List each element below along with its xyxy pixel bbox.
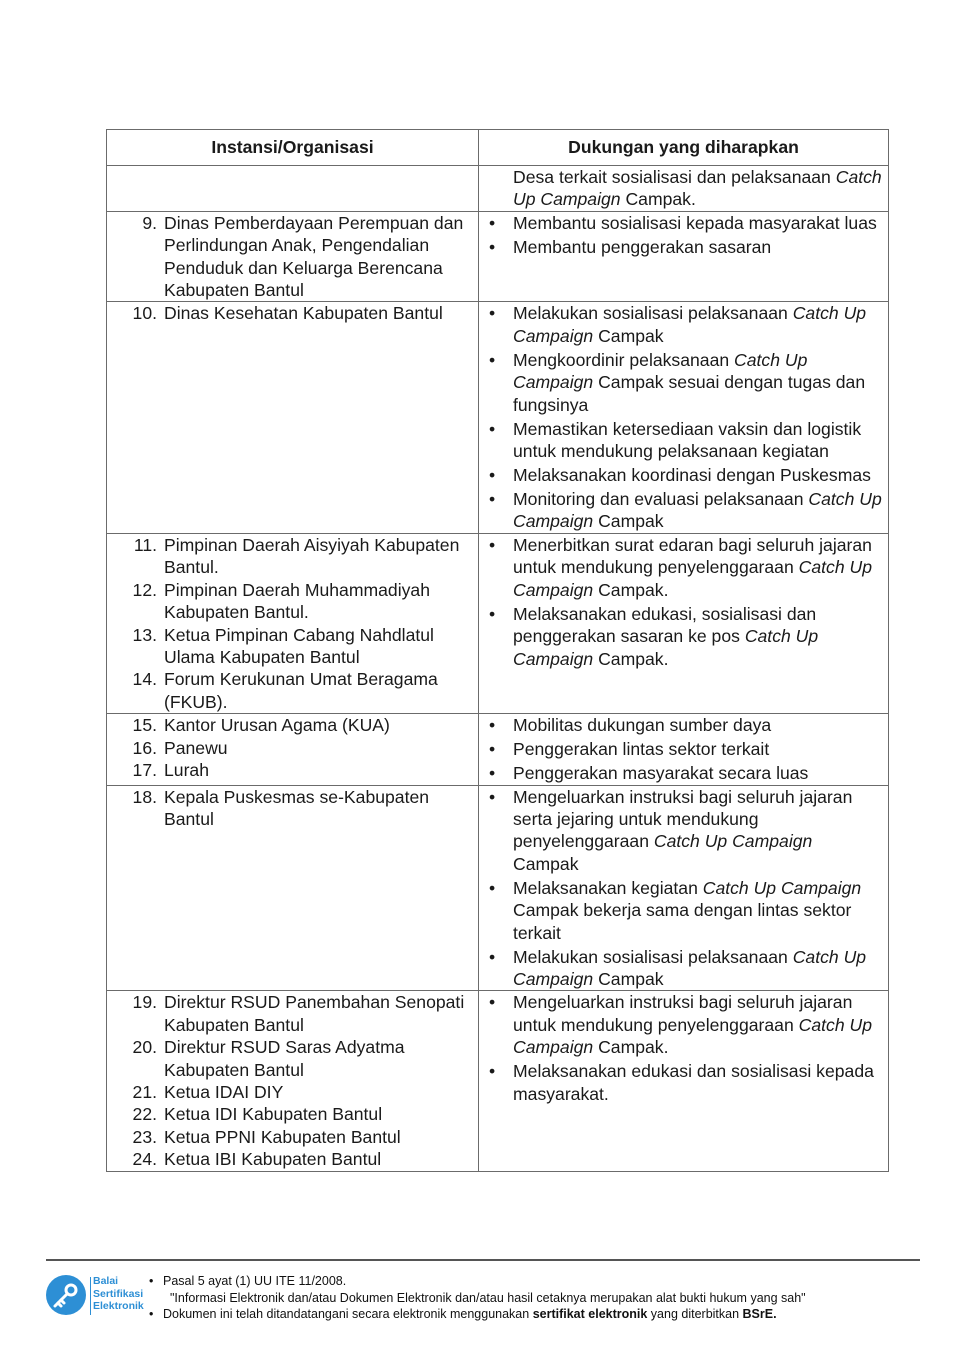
support-cell (479, 714, 889, 785)
support-item: • Mengkoordinir pelaksanaan Catch Up Campaign Campak sesuai dengan tugas dan fungsinya (489, 349, 866, 415)
support-list (479, 212, 882, 258)
table-header-row (107, 130, 889, 166)
bullet-icon: • (489, 715, 496, 736)
support-item: • Membantu sosialisasi kepada masyarakat luas (489, 212, 877, 233)
org-cell (107, 785, 479, 991)
table-row (107, 302, 889, 533)
org-name: Lurah (164, 759, 209, 780)
org-item (107, 668, 472, 713)
bullet-icon: • (489, 349, 496, 370)
support-item: • Penggerakan masyarakat secara luas (489, 763, 809, 784)
org-item (107, 737, 472, 759)
org-item (107, 302, 472, 324)
table-row-continuation (107, 166, 889, 212)
footer-notes (149, 1273, 806, 1323)
continuation-text: Desa terkait sosialisasi dan pelaksanaan Catch Up Campaign Campak. (513, 167, 882, 210)
org-item (107, 579, 472, 624)
org-list (107, 534, 472, 713)
org-item (107, 1103, 472, 1125)
org-item (107, 1126, 472, 1148)
support-item: • Melakukan sosialisasi pelaksanaan Catch Up Campaign Campak (489, 946, 867, 989)
support-item: • Mobilitas dukungan sumber daya (489, 715, 772, 736)
support-item: • Melaksanakan edukasi dan sosialisasi kepada masyarakat. (489, 1061, 874, 1104)
support-list (479, 991, 882, 1105)
org-name: Direktur RSUD Panembahan Senopati Kabupaten Bantul (164, 992, 465, 1035)
support-list (479, 534, 882, 670)
org-number: 20. (132, 1037, 157, 1058)
header-institution: Instansi/Organisasi (107, 130, 479, 166)
support-item: • Mengeluarkan instruksi bagi seluruh jajaran serta jejaring untuk mendukung penyelenggaraan Catch Up Campaign Campak (489, 786, 853, 874)
bullet-icon: • (489, 739, 496, 760)
org-number: 12. (132, 579, 157, 600)
org-number: 15. (132, 715, 157, 736)
org-number: 17. (132, 759, 157, 780)
org-item (107, 991, 472, 1036)
org-number: 11. (133, 534, 157, 555)
support-item: • Penggerakan lintas sektor terkait (489, 739, 770, 760)
org-number: 19. (132, 992, 157, 1013)
support-item: • Melaksanakan koordinasi dengan Puskesmas (489, 465, 871, 486)
support-table (106, 129, 889, 1172)
support-cell (479, 166, 889, 212)
org-item (107, 624, 472, 669)
org-cell (107, 302, 479, 533)
org-item (107, 714, 472, 736)
bullet-icon: • (489, 489, 496, 510)
org-number: 23. (132, 1126, 157, 1147)
table-row (107, 991, 889, 1171)
org-number: 14. (132, 669, 157, 690)
bullet-icon: • (489, 534, 496, 555)
support-item: • Melaksanakan edukasi, sosialisasi dan penggerakan sasaran ke pos Catch Up Campaign Campak. (489, 603, 819, 669)
bullet-icon: • (489, 465, 496, 486)
org-number: 22. (132, 1104, 157, 1125)
footer-note-law: • Pasal 5 ayat (1) UU ITE 11/2008. (149, 1274, 347, 1288)
support-item: • Menerbitkan surat edaran bagi seluruh jajaran untuk mendukung penyelenggaraan Catch Up Campaign Campak. (489, 534, 872, 600)
footer-divider (46, 1259, 920, 1261)
support-cell (479, 991, 889, 1171)
bsre-logo (46, 1275, 150, 1321)
org-item (107, 759, 472, 781)
support-cell (479, 211, 889, 302)
support-item: • Memastikan ketersediaan vaksin dan logistik untuk mendukung pelaksanaan kegiatan (489, 418, 862, 462)
org-name: Panewu (164, 737, 228, 758)
support-list (479, 786, 882, 991)
support-item: • Melaksanakan kegiatan Catch Up Campaign Campak bekerja sama dengan lintas sektor terkait (489, 877, 862, 943)
org-list (107, 991, 472, 1170)
logo-text: Balai Sertifikasi Elektronik (93, 1275, 144, 1312)
org-name: Ketua IBI Kabupaten Bantul (164, 1149, 382, 1170)
footer-note-signature: • Dokumen ini telah ditandatangani secara elektronik menggunakan sertifikat elektronik yang diterbitkan BSrE. (149, 1307, 777, 1321)
bullet-icon: • (489, 786, 496, 807)
bullet-icon: • (489, 946, 496, 967)
support-item: • Mengeluarkan instruksi bagi seluruh jajaran untuk mendukung penyelenggaraan Catch Up Campaign Campak. (489, 992, 872, 1058)
org-item (107, 1036, 472, 1081)
org-list (107, 212, 472, 302)
bullet-icon: • (489, 418, 496, 439)
org-name: Ketua IDI Kabupaten Bantul (164, 1104, 383, 1125)
org-number: 18. (132, 786, 157, 807)
bullet-icon: • (489, 303, 496, 324)
org-item (107, 786, 472, 831)
org-number: 10. (132, 303, 157, 324)
org-name: Dinas Pemberdayaan Perempuan dan Perlindungan Anak, Pengendalian Penduduk dan Keluarga Berencana Kabupaten Bantul (164, 212, 464, 301)
bullet-icon: • (489, 212, 496, 233)
org-number: 24. (132, 1149, 157, 1170)
bullet-icon: • (489, 1061, 496, 1082)
org-list (107, 302, 472, 324)
support-cell (479, 785, 889, 991)
table-row (107, 211, 889, 302)
org-name: Dinas Kesehatan Kabupaten Bantul (164, 303, 443, 324)
support-item: • Monitoring dan evaluasi pelaksanaan Catch Up Campaign Campak (489, 489, 882, 532)
bullet-icon: • (489, 877, 496, 898)
support-list (479, 302, 882, 532)
support-item: • Membantu penggerakan sasaran (489, 236, 772, 257)
footer (46, 1271, 926, 1331)
org-name: Direktur RSUD Saras Adyatma Kabupaten Bantul (164, 1037, 405, 1080)
org-name: Kantor Urusan Agama (KUA) (164, 715, 390, 736)
support-list (479, 714, 882, 784)
key-icon (46, 1275, 86, 1315)
org-item (107, 1148, 472, 1170)
table-row (107, 533, 889, 713)
support-cell (479, 302, 889, 533)
org-cell (107, 211, 479, 302)
bullet-icon: • (489, 236, 496, 257)
table-row (107, 785, 889, 991)
org-cell (107, 991, 479, 1171)
logo-divider (90, 1277, 91, 1315)
org-list (107, 786, 472, 831)
org-cell (107, 166, 479, 212)
footer-note-quote: "Informasi Elektronik dan/atau Dokumen Elektronik dan/atau hasil cetaknya merupakan alat bukti hukum yang sah" (170, 1290, 806, 1305)
org-cell (107, 533, 479, 713)
org-number: 21. (132, 1082, 157, 1102)
org-item (107, 1081, 472, 1103)
support-item: • Melakukan sosialisasi pelaksanaan Catch Up Campaign Campak (489, 303, 867, 346)
org-number: 13. (132, 624, 157, 645)
org-number: 9. (142, 212, 157, 233)
org-name: Pimpinan Daerah Aisyiyah Kabupaten Bantul. (164, 534, 460, 578)
org-item (107, 212, 472, 302)
support-cell (479, 533, 889, 713)
org-name: Ketua Pimpinan Cabang Nahdlatul Ulama Kabupaten Bantul (164, 624, 434, 667)
org-item (107, 534, 472, 579)
org-number: 16. (132, 737, 157, 758)
bullet-icon: • (489, 992, 496, 1013)
bullet-icon: • (489, 763, 496, 784)
org-cell (107, 714, 479, 785)
table-row (107, 714, 889, 785)
org-name: Ketua PPNI Kabupaten Bantul (164, 1126, 401, 1147)
org-name: Pimpinan Daerah Muhammadiyah Kabupaten Bantul. (164, 579, 430, 623)
org-name: Forum Kerukunan Umat Beragama (FKUB). (164, 669, 438, 712)
org-name: Ketua IDAI DIY (164, 1082, 284, 1102)
bullet-icon: • (489, 603, 496, 624)
header-support: Dukungan yang diharapkan (479, 130, 889, 166)
org-list (107, 714, 472, 781)
org-name: Kepala Puskesmas se-Kabupaten Bantul (164, 786, 430, 829)
